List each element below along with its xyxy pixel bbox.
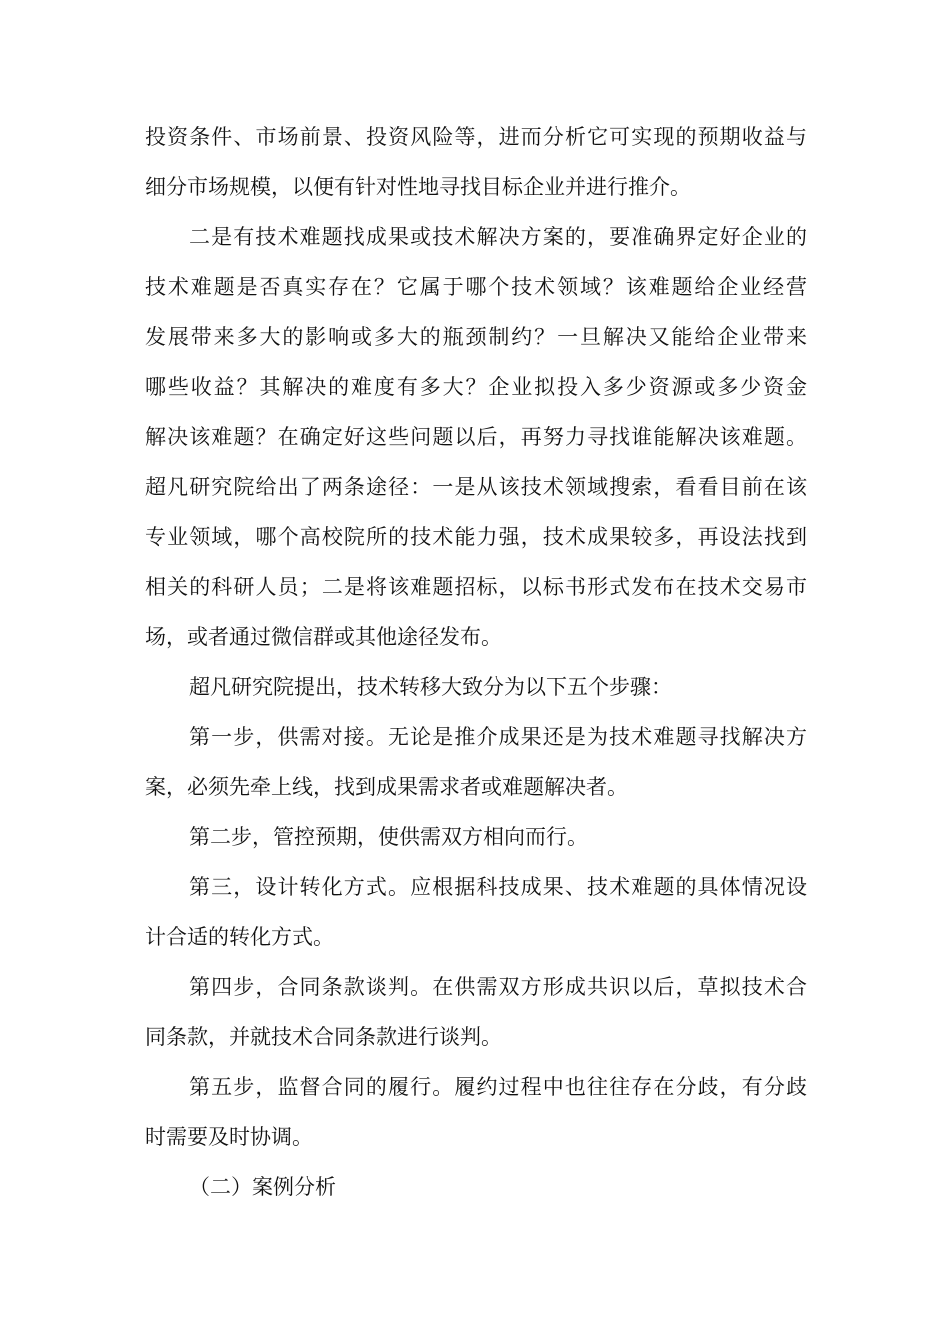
- paragraph-3-line-1: 超凡研究院提出，技术转移大致分为以下五个步骤：: [189, 675, 672, 699]
- step-5-line-1: 第五步，监督合同的履行。履约过程中也往往存在分歧，有分歧: [189, 1075, 807, 1099]
- paragraph-2-line-1: 二是有技术难题找成果或技术解决方案的，要准确界定好企业的: [189, 225, 807, 249]
- section-heading-case-analysis: （二）案例分析: [189, 1175, 336, 1199]
- paragraph-2-line-6: 超凡研究院给出了两条途径：一是从该技术领域搜索，看看目前在该: [145, 475, 807, 499]
- paragraph-1-line-2: 细分市场规模，以便有针对性地寻找目标企业并进行推介。: [145, 175, 691, 199]
- document-body: [145, 112, 807, 1212]
- step-1-line-2: 案，必须先牵上线，找到成果需求者或难题解决者。: [145, 775, 628, 799]
- step-5-line-2: 时需要及时协调。: [145, 1125, 313, 1149]
- paragraph-1-line-1: 投资条件、市场前景、投资风险等，进而分析它可实现的预期收益与: [145, 125, 807, 149]
- step-4-line-1: 第四步，合同条款谈判。在供需双方形成共识以后，草拟技术合: [189, 975, 807, 999]
- paragraph-2-line-5: 解决该难题？在确定好这些问题以后，再努力寻找谁能解决该难题。: [145, 425, 807, 449]
- step-2-line-1: 第二步，管控预期，使供需双方相向而行。: [189, 825, 588, 849]
- paragraph-2-line-7: 专业领域，哪个高校院所的技术能力强，技术成果较多，再设法找到: [145, 525, 807, 549]
- paragraph-2-line-3: 发展带来多大的影响或多大的瓶颈制约？一旦解决又能给企业带来: [145, 325, 807, 349]
- paragraph-2-line-4: 哪些收益？其解决的难度有多大？企业拟投入多少资源或多少资金: [145, 375, 807, 399]
- paragraph-2-line-9: 场，或者通过微信群或其他途径发布。: [145, 625, 502, 649]
- paragraph-2-line-2: 技术难题是否真实存在？它属于哪个技术领域？该难题给企业经营: [145, 275, 807, 299]
- step-3-line-2: 计合适的转化方式。: [145, 925, 334, 949]
- step-4-line-2: 同条款，并就技术合同条款进行谈判。: [145, 1025, 502, 1049]
- paragraph-2-line-8: 相关的科研人员；二是将该难题招标，以标书形式发布在技术交易市: [145, 575, 807, 599]
- step-1-line-1: 第一步，供需对接。无论是推介成果还是为技术难题寻找解决方: [189, 725, 807, 749]
- step-3-line-1: 第三，设计转化方式。应根据科技成果、技术难题的具体情况设: [189, 875, 807, 899]
